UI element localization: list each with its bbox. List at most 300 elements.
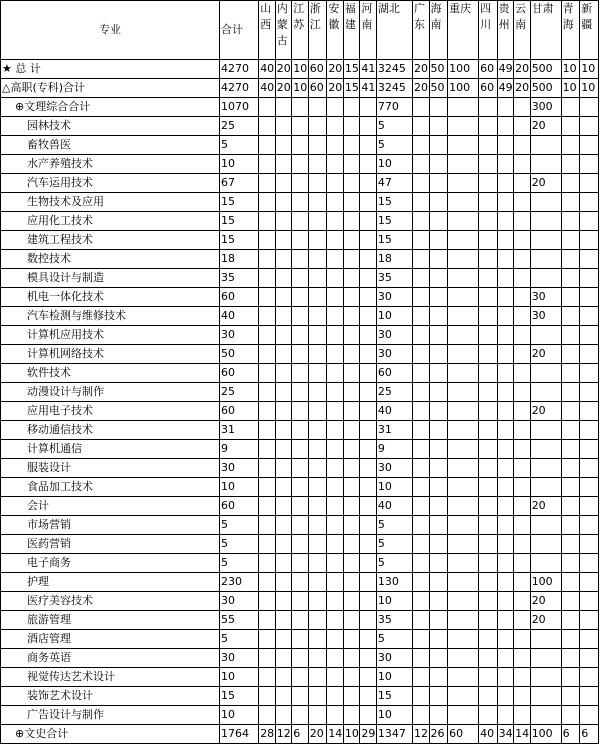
cell-value	[327, 174, 344, 193]
cell-value	[497, 155, 514, 174]
cell-value	[343, 136, 360, 155]
cell-value: 25	[376, 383, 412, 402]
cell-value	[292, 687, 309, 706]
cell-value: 10	[376, 592, 412, 611]
table-row	[1, 250, 599, 269]
cell-value: 10	[219, 478, 258, 497]
cell-value	[292, 535, 309, 554]
cell-value	[275, 421, 292, 440]
cell-value	[413, 687, 430, 706]
cell-value	[479, 155, 498, 174]
cell-value	[308, 307, 327, 326]
cell-value	[308, 155, 327, 174]
cell-value	[530, 212, 561, 231]
cell-value	[448, 573, 479, 592]
cell-value	[448, 250, 479, 269]
cell-value	[514, 459, 531, 478]
cell-value	[448, 592, 479, 611]
cell-value: 20	[514, 79, 531, 98]
cell-value	[561, 383, 580, 402]
row-name: 建筑工程技术	[1, 231, 220, 250]
cell-value	[275, 307, 292, 326]
cell-value	[479, 117, 498, 136]
cell-value	[327, 516, 344, 535]
table-row	[1, 193, 599, 212]
table-row	[1, 592, 599, 611]
cell-value	[497, 117, 514, 136]
cell-value	[292, 345, 309, 364]
cell-value	[561, 117, 580, 136]
cell-value	[530, 440, 561, 459]
cell-value	[580, 174, 599, 193]
cell-value: 40	[259, 79, 276, 98]
cell-value	[327, 630, 344, 649]
cell-value: 100	[448, 60, 479, 79]
cell-value	[561, 440, 580, 459]
cell-value	[514, 250, 531, 269]
cell-value	[561, 155, 580, 174]
row-name: 水产养殖技术	[1, 155, 220, 174]
cell-value	[308, 98, 327, 117]
cell-value	[343, 364, 360, 383]
cell-value	[413, 231, 430, 250]
row-name: 旅游管理	[1, 611, 220, 630]
cell-value: 40	[479, 725, 498, 744]
cell-value	[275, 212, 292, 231]
cell-value: 49	[497, 79, 514, 98]
row-name: 视觉传达艺术设计	[1, 668, 220, 687]
cell-value	[580, 269, 599, 288]
cell-value	[259, 687, 276, 706]
cell-value	[561, 687, 580, 706]
cell-value: 10	[219, 155, 258, 174]
row-name: 数控技术	[1, 250, 220, 269]
cell-value	[561, 174, 580, 193]
cell-value	[360, 383, 377, 402]
cell-value	[327, 383, 344, 402]
header-yunnan: 云南	[514, 1, 531, 60]
cell-value: 10	[561, 79, 580, 98]
cell-value	[343, 440, 360, 459]
cell-value: 15	[219, 231, 258, 250]
cell-value	[327, 231, 344, 250]
cell-value	[514, 98, 531, 117]
cell-value	[259, 440, 276, 459]
cell-value	[275, 573, 292, 592]
cell-value	[308, 136, 327, 155]
cell-value	[448, 269, 479, 288]
cell-value	[448, 98, 479, 117]
cell-value	[580, 231, 599, 250]
cell-value	[497, 516, 514, 535]
row-name: ⊕文理综合合计	[1, 98, 220, 117]
cell-value	[514, 668, 531, 687]
cell-value: 60	[376, 364, 412, 383]
cell-value	[580, 117, 599, 136]
header-major: 专业	[1, 1, 220, 60]
cell-value: 40	[376, 497, 412, 516]
cell-value	[530, 668, 561, 687]
cell-value	[497, 98, 514, 117]
table-row	[1, 459, 599, 478]
cell-value	[360, 402, 377, 421]
cell-value	[343, 250, 360, 269]
cell-value	[497, 649, 514, 668]
cell-value: 30	[376, 288, 412, 307]
cell-value	[479, 307, 498, 326]
table-row	[1, 136, 599, 155]
cell-value: 5	[376, 136, 412, 155]
table-row	[1, 212, 599, 231]
cell-value	[514, 706, 531, 725]
cell-value: 67	[219, 174, 258, 193]
row-name: 畜牧兽医	[1, 136, 220, 155]
cell-value	[429, 193, 448, 212]
cell-value: 29	[360, 725, 377, 744]
cell-value	[360, 345, 377, 364]
cell-value	[561, 212, 580, 231]
cell-value	[561, 364, 580, 383]
cell-value	[580, 535, 599, 554]
cell-value	[580, 459, 599, 478]
table-row	[1, 60, 599, 79]
table-body	[1, 60, 599, 744]
cell-value	[343, 535, 360, 554]
cell-value	[514, 307, 531, 326]
cell-value	[327, 117, 344, 136]
row-name: 移动通信技术	[1, 421, 220, 440]
cell-value: 9	[376, 440, 412, 459]
cell-value	[292, 611, 309, 630]
cell-value	[327, 687, 344, 706]
cell-value	[479, 478, 498, 497]
cell-value: 500	[530, 79, 561, 98]
header-gansu: 甘肃	[530, 1, 561, 60]
cell-value	[561, 573, 580, 592]
cell-value	[429, 630, 448, 649]
cell-value	[413, 345, 430, 364]
row-name: 广告设计与制作	[1, 706, 220, 725]
cell-value	[561, 497, 580, 516]
cell-value: 20	[530, 117, 561, 136]
cell-value	[479, 212, 498, 231]
cell-value	[327, 307, 344, 326]
cell-value: 15	[376, 687, 412, 706]
cell-value	[360, 326, 377, 345]
row-name: 计算机网络技术	[1, 345, 220, 364]
cell-value	[448, 117, 479, 136]
cell-value	[343, 174, 360, 193]
cell-value	[360, 535, 377, 554]
table-row	[1, 440, 599, 459]
cell-value	[497, 573, 514, 592]
cell-value: 20	[327, 60, 344, 79]
cell-value	[448, 155, 479, 174]
row-name: ★ 总 计	[1, 60, 220, 79]
cell-value	[275, 668, 292, 687]
cell-value	[413, 98, 430, 117]
cell-value	[514, 440, 531, 459]
cell-value	[259, 174, 276, 193]
cell-value	[259, 554, 276, 573]
cell-value	[292, 155, 309, 174]
cell-value	[413, 668, 430, 687]
cell-value	[259, 307, 276, 326]
cell-value	[497, 326, 514, 345]
table-row	[1, 668, 599, 687]
cell-value	[343, 592, 360, 611]
cell-value: 100	[530, 573, 561, 592]
cell-value	[259, 592, 276, 611]
cell-value	[292, 117, 309, 136]
cell-value: 20	[530, 402, 561, 421]
cell-value	[343, 307, 360, 326]
row-name: 医疗美容技术	[1, 592, 220, 611]
cell-value	[497, 478, 514, 497]
cell-value: 15	[219, 193, 258, 212]
table-row	[1, 573, 599, 592]
row-name: 生物技术及应用	[1, 193, 220, 212]
cell-value: 60	[448, 725, 479, 744]
cell-value	[275, 326, 292, 345]
cell-value: 5	[376, 630, 412, 649]
cell-value: 3245	[376, 79, 412, 98]
cell-value	[360, 307, 377, 326]
cell-value	[308, 440, 327, 459]
cell-value	[561, 535, 580, 554]
cell-value	[497, 592, 514, 611]
cell-value: 5	[219, 630, 258, 649]
table-row	[1, 326, 599, 345]
cell-value	[429, 364, 448, 383]
row-name: 动漫设计与制作	[1, 383, 220, 402]
cell-value	[429, 212, 448, 231]
cell-value	[413, 440, 430, 459]
cell-value: 6	[292, 725, 309, 744]
cell-value: 10	[376, 155, 412, 174]
cell-value	[448, 402, 479, 421]
cell-value	[514, 193, 531, 212]
cell-value: 12	[275, 725, 292, 744]
cell-value	[429, 649, 448, 668]
cell-value	[497, 383, 514, 402]
cell-value	[308, 516, 327, 535]
cell-value	[530, 535, 561, 554]
cell-value: 18	[376, 250, 412, 269]
header-shanxi: 山西	[259, 1, 276, 60]
cell-value	[580, 668, 599, 687]
cell-value	[448, 345, 479, 364]
cell-value	[275, 630, 292, 649]
cell-value	[292, 573, 309, 592]
table-row	[1, 516, 599, 535]
cell-value	[497, 364, 514, 383]
row-name: 软件技术	[1, 364, 220, 383]
cell-value	[308, 117, 327, 136]
cell-value	[448, 212, 479, 231]
cell-value	[448, 687, 479, 706]
cell-value	[561, 706, 580, 725]
cell-value: 20	[514, 60, 531, 79]
cell-value: 50	[429, 79, 448, 98]
cell-value: 9	[219, 440, 258, 459]
cell-value	[259, 402, 276, 421]
cell-value	[343, 649, 360, 668]
cell-value	[448, 706, 479, 725]
cell-value	[327, 155, 344, 174]
cell-value	[580, 155, 599, 174]
cell-value	[429, 326, 448, 345]
cell-value	[580, 345, 599, 364]
cell-value	[343, 573, 360, 592]
cell-value	[530, 136, 561, 155]
cell-value	[497, 421, 514, 440]
row-name: 商务英语	[1, 649, 220, 668]
cell-value	[448, 326, 479, 345]
cell-value	[275, 98, 292, 117]
cell-value	[343, 117, 360, 136]
cell-value	[514, 136, 531, 155]
cell-value	[308, 592, 327, 611]
cell-value	[275, 383, 292, 402]
cell-value	[413, 250, 430, 269]
cell-value	[292, 326, 309, 345]
cell-value: 50	[429, 60, 448, 79]
cell-value	[360, 421, 377, 440]
cell-value	[360, 117, 377, 136]
cell-value	[561, 98, 580, 117]
cell-value	[360, 706, 377, 725]
header-neimenggu: 内蒙古	[275, 1, 292, 60]
cell-value	[308, 364, 327, 383]
cell-value: 10	[561, 60, 580, 79]
cell-value	[292, 231, 309, 250]
cell-value	[292, 288, 309, 307]
cell-value	[580, 402, 599, 421]
cell-value: 30	[530, 288, 561, 307]
cell-value: 12	[413, 725, 430, 744]
cell-value	[429, 459, 448, 478]
cell-value	[497, 288, 514, 307]
cell-value	[259, 668, 276, 687]
cell-value	[479, 421, 498, 440]
cell-value	[514, 611, 531, 630]
cell-value	[360, 611, 377, 630]
cell-value	[561, 193, 580, 212]
cell-value	[479, 345, 498, 364]
cell-value	[530, 383, 561, 402]
table-row	[1, 117, 599, 136]
cell-value	[275, 250, 292, 269]
cell-value	[259, 231, 276, 250]
cell-value	[343, 98, 360, 117]
cell-value	[292, 478, 309, 497]
cell-value	[580, 383, 599, 402]
cell-value	[429, 706, 448, 725]
cell-value	[327, 706, 344, 725]
cell-value	[413, 307, 430, 326]
cell-value: 10	[292, 79, 309, 98]
cell-value	[514, 421, 531, 440]
cell-value	[561, 611, 580, 630]
cell-value	[308, 497, 327, 516]
cell-value	[448, 231, 479, 250]
table-row	[1, 706, 599, 725]
cell-value	[308, 250, 327, 269]
cell-value	[292, 459, 309, 478]
cell-value	[479, 554, 498, 573]
cell-value	[561, 592, 580, 611]
cell-value	[413, 421, 430, 440]
cell-value: 10	[376, 668, 412, 687]
cell-value	[259, 193, 276, 212]
cell-value	[259, 288, 276, 307]
cell-value	[275, 345, 292, 364]
cell-value	[448, 611, 479, 630]
cell-value: 10	[376, 706, 412, 725]
cell-value	[561, 516, 580, 535]
table-row	[1, 497, 599, 516]
cell-value	[327, 364, 344, 383]
cell-value	[413, 402, 430, 421]
cell-value	[479, 592, 498, 611]
cell-value	[429, 554, 448, 573]
cell-value	[530, 364, 561, 383]
table-row	[1, 725, 599, 744]
cell-value	[580, 554, 599, 573]
cell-value	[259, 250, 276, 269]
cell-value: 31	[219, 421, 258, 440]
cell-value: 28	[259, 725, 276, 744]
cell-value	[479, 611, 498, 630]
cell-value: 18	[219, 250, 258, 269]
cell-value: 20	[413, 60, 430, 79]
row-name: 计算机应用技术	[1, 326, 220, 345]
cell-value	[413, 573, 430, 592]
table-row	[1, 611, 599, 630]
cell-value: 35	[376, 611, 412, 630]
cell-value	[561, 136, 580, 155]
cell-value	[360, 250, 377, 269]
cell-value	[514, 212, 531, 231]
cell-value	[343, 326, 360, 345]
cell-value	[327, 592, 344, 611]
cell-value	[275, 592, 292, 611]
cell-value	[413, 269, 430, 288]
row-name: 计算机通信	[1, 440, 220, 459]
table-row	[1, 174, 599, 193]
cell-value	[292, 307, 309, 326]
cell-value	[327, 611, 344, 630]
cell-value	[259, 497, 276, 516]
cell-value	[327, 250, 344, 269]
cell-value	[292, 592, 309, 611]
cell-value	[497, 136, 514, 155]
cell-value	[479, 573, 498, 592]
cell-value	[429, 117, 448, 136]
cell-value	[327, 459, 344, 478]
cell-value: 6	[561, 725, 580, 744]
cell-value	[497, 193, 514, 212]
cell-value	[429, 516, 448, 535]
table-row	[1, 345, 599, 364]
cell-value	[514, 497, 531, 516]
cell-value	[479, 288, 498, 307]
cell-value	[275, 459, 292, 478]
cell-value	[360, 592, 377, 611]
cell-value: 15	[376, 193, 412, 212]
cell-value	[275, 554, 292, 573]
